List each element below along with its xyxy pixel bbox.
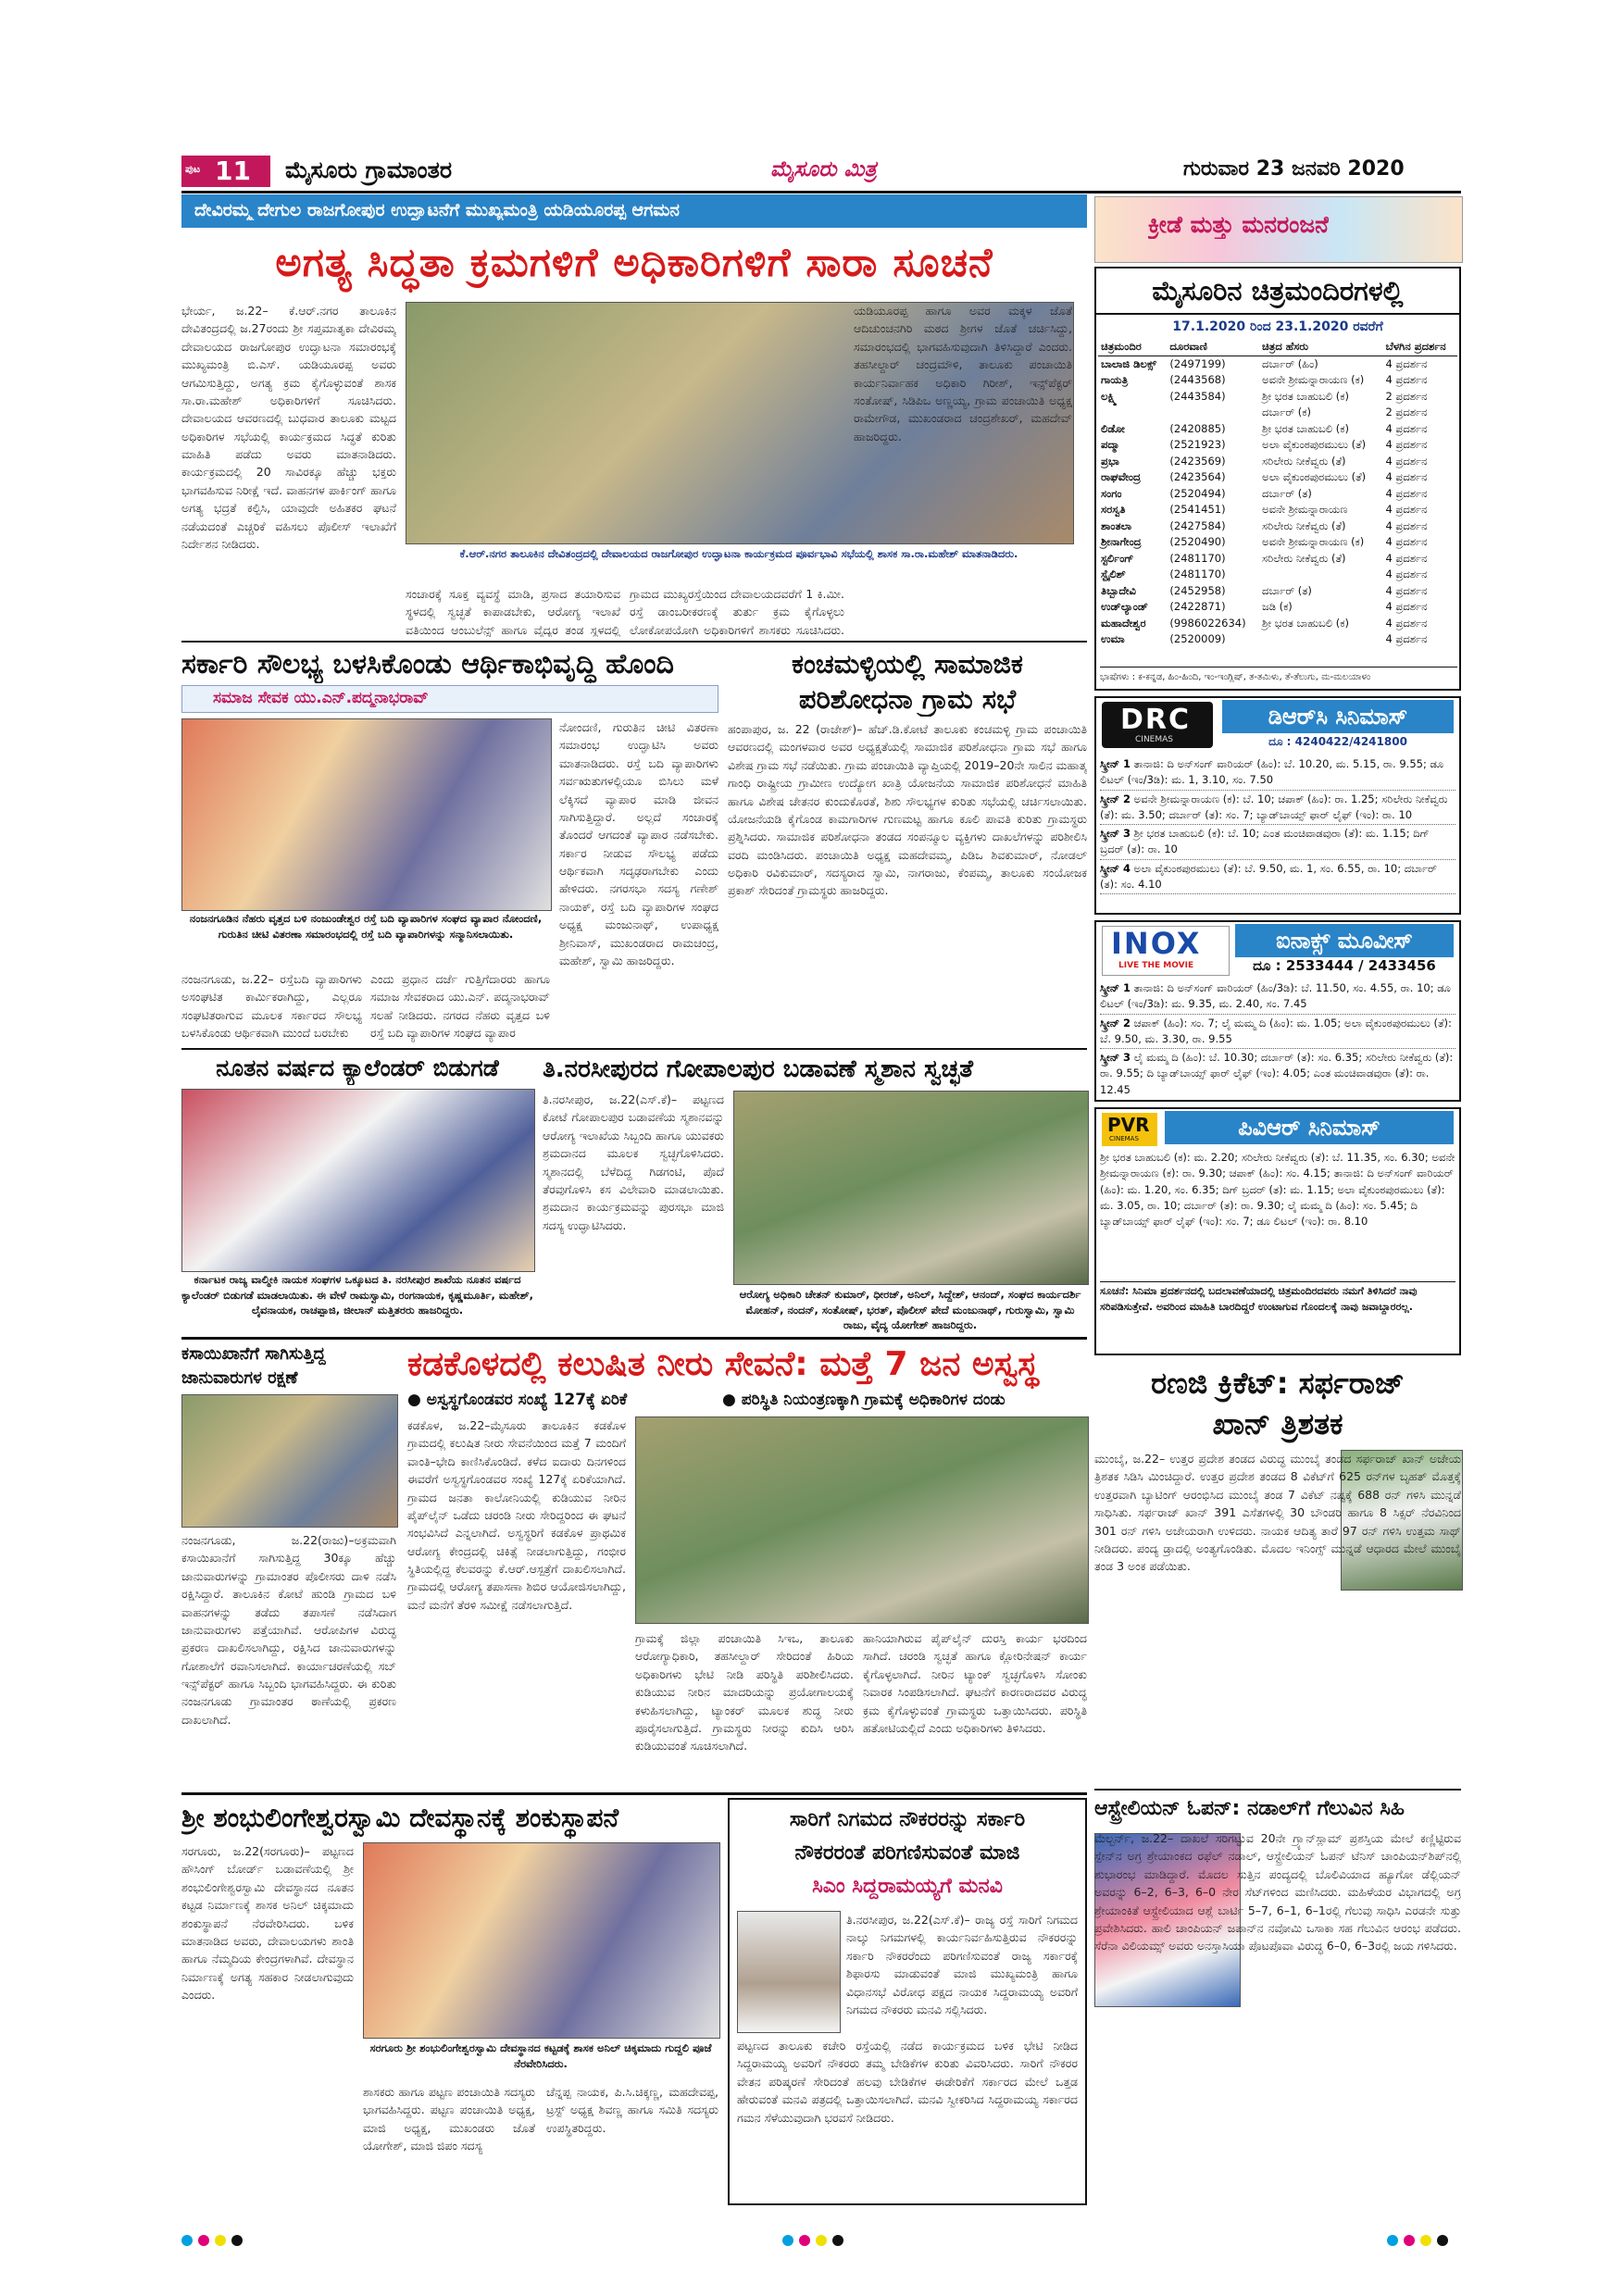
drc-screen-label: ಸ್ಕ್ರೀನ್ 1 (1100, 757, 1131, 770)
cinema-cell: ಮಹಾದೇಶ್ವರ (1101, 616, 1146, 630)
cinema-cell (1259, 631, 1382, 648)
cinema-cell: ಸರಿಲೇರು ನೀಕೆವ್ವರು (ತೆ) (1262, 454, 1346, 468)
story7-sub-2: ● ಪರಿಸ್ಥಿತಿ ನಿಯಂತ್ರಣಕ್ಕಾಗಿ ಗ್ರಾಮಕ್ಕೆ ಅಧಿಕಾರಿಗಳ ದಂಡು (722, 1391, 1006, 1409)
cinema-cell: ಸ್ಟೈಲಿಶ್ (1101, 568, 1126, 581)
inox-screen-row (1100, 980, 1455, 1015)
cinema-cell: 4 ಪ್ರದರ್ಶನ (1385, 421, 1428, 435)
strap-text: ದೇವಿರಮ್ಮ ದೇಗುಲ ರಾಜಗೋಪುರ ಉದ್ಘಾಟನೆಗೆ ಮುಖ್ಯಮಂತ್ರಿ ಯಡಿಯೂರಪ್ಪ ಆಗಮನ (194, 200, 680, 220)
lead-col-4: ಯಡಿಯೂರಪ್ಪ ಹಾಗೂ ಅವರ ಮಕ್ಕಳ ಜೊತೆ ಆದಿಚುಂಚನಗಿರಿ ಮಠದ ಶ್ರೀಗಳ ಜೊತೆ ಚರ್ಚಿಸಿದ್ದು, ಸಮಾರಂಭದಲ್ಲಿ ಭಾಗವಹಿಸುವುದಾಗಿ ತಿಳಿಸಿದ್ದಾರೆ ಎಂದರು. ತಹಸೀಲ್ದಾರ್ ಚಂದ್ರಮೌಳಿ, ತಾಲೂಕು ಪಂಚಾಯಿತಿ ಕಾರ್ಯನಿರ್ವಾಹಕ ಅಧಿಕಾರಿ ಗಿರೀಶ್, ಇನ್ಸ್‌ಪೆಕ್ಟರ್ ಸಂತೋಷ್, ಸಿಡಿಪಿಒ ಅಣ್ಣಯ್ಯ, ಗ್ರಾಮ ಪಂಚಾಯಿತಿ ಅಧ್ಯಕ್ಷ ರಾಮೇಗೌಡ, ಮುಖಂಡರಾದ ಚಂದ್ರಶೇಖರ್, ಮಹದೇವ್ ಹಾಜರಿದ್ದರು. (854, 304, 1072, 443)
cinema-row (1098, 599, 1457, 616)
story8-col-2: ಶಾಸಕರು ಹಾಗೂ ಪಟ್ಟಣ ಪಂಚಾಯಿತಿ ಸದಸ್ಯರು ಭಾಗವಹಿಸಿದ್ದರು. ಪಟ್ಟಣ ಪಂಚಾಯಿತಿ ಅಧ್ಯಕ್ಷ, ಮಾಜಿ ಅಧ್ಯಕ್ಷ, ಮುಖಂಡರು ಜೊತೆ ಯೋಗೇಶ್, ಮಾಜಿ ಜಿಪಂ ಸದಸ್ಯ (363, 2085, 535, 2153)
cinema-row (1098, 616, 1457, 632)
pvr-logo-text: PVR (1107, 1114, 1150, 1136)
masthead: ಮೈಸೂರು ಮಿತ್ರ (770, 157, 877, 181)
drc-phone: ದೂ : 4240422/4241800 (1268, 735, 1407, 748)
inox-screen-label: ಸ್ಕ್ರೀನ್ 2 (1100, 1016, 1131, 1029)
cinema-row (1098, 486, 1457, 503)
cinema-cell: (2481170) (1169, 568, 1226, 581)
drc-logo-text: DRC (1120, 704, 1192, 736)
drc-logo-sub: CINEMAS (1135, 735, 1173, 744)
cinema-cell: (2420885) (1169, 421, 1226, 435)
story7-col-1: ಕಡಕೊಳ, ಜ.22–ಮೈಸೂರು ತಾಲೂಕಿನ ಕಡಕೊಳ ಗ್ರಾಮದಲ್ಲಿ ಕಲುಷಿತ ನೀರು ಸೇವನೆಯಿಂದ ಮತ್ತೆ 7 ಮಂದಿಗೆ ವಾಂತಿ–ಭೇದಿ ಕಾಣಿಸಿಕೊಂಡಿದೆ. ಕಳೆದ ಐದಾರು ದಿನಗಳಿಂದ ಈವರೆಗೆ ಅಸ್ವಸ್ಥಗೊಂಡವರ ಸಂಖ್ಯೆ 127ಕ್ಕೆ ಏರಿಕೆಯಾಗಿದೆ. ಗ್ರಾಮದ ಜನತಾ ಕಾಲೋನಿಯಲ್ಲಿ ಕುಡಿಯುವ ನೀರಿನ ಪೈಪ್‌ಲೈನ್ ಒಡೆದು ಚರಂಡಿ ನೀರು ಸೇರಿದ್ದರಿಂದ ಈ ಘಟನೆ ಸಂಭವಿಸಿದೆ ಎನ್ನಲಾಗಿದೆ. ಅಸ್ವಸ್ಥರಿಗೆ ಕಡಕೊಳ ಪ್ರಾಥಮಿಕ ಆರೋಗ್ಯ ಕೇಂದ್ರದಲ್ಲಿ ಚಿಕಿತ್ಸೆ ನೀಡಲಾಗುತ್ತಿದ್ದು, ಗಂಭೀರ ಸ್ಥಿತಿಯಲ್ಲಿದ್ದ ಕೆಲವರನ್ನು ಕೆ.ಆರ್.ಆಸ್ಪತ್ರೆಗೆ ದಾಖಲಿಸಲಾಗಿದೆ. ಗ್ರಾಮದಲ್ಲಿ ಆರೋಗ್ಯ ತಪಾಸಣಾ ಶಿಬಿರ ಆಯೋಜಿಸಲಾಗಿದ್ದು, ಮನೆ ಮನೆಗೆ ತೆರಳಿ ಸಮೀಕ್ಷೆ ನಡೆಸಲಾಗುತ್ತಿದೆ. (407, 1418, 626, 1612)
cinema-row (1098, 437, 1457, 454)
cinema-header-cell: ಚಿತ್ರಮಂದಿರ (1101, 340, 1142, 353)
page-header (181, 152, 1461, 191)
story7-headline: ಕಡಕೊಳದಲ್ಲಿ ಕಲುಷಿತ ನೀರು ಸೇವನೆ: ಮತ್ತೆ 7 ಜನ ಅಸ್ವಸ್ಥ (407, 1345, 1039, 1383)
cinema-cell: (2427584) (1169, 518, 1226, 532)
cinema-cell: 4 ಪ್ರದರ್ಶನ (1385, 600, 1428, 614)
cinema-cell: 4 ಪ್ರದರ್ಶನ (1385, 454, 1428, 468)
drc-screen-text: ತಾನಾಜಿ: ದಿ ಅನ್‌ಸಂಗ್ ವಾರಿಯರ್ (ಹಿಂ): ಬೆ. 10.20, ಮ. 5.15, ರಾ. 9.55; ಡೂ ಲಿಟಲ್ (ಇಂ/3ಡಿ): ಮ. 1, 3.10, ಸಂ. 7.50 (1100, 757, 1444, 787)
story7-col-3: ಹಾನಿಯಾಗಿರುವ ಪೈಪ್‌ಲೈನ್ ದುರಸ್ತಿ ಕಾರ್ಯ ಭರದಿಂದ ಸಾಗಿದೆ. ಚರಂಡಿ ಸ್ವಚ್ಛತೆ ಹಾಗೂ ಕ್ಲೋರಿನೇಷನ್ ಕಾರ್ಯ ಕೈಗೊಳ್ಳಲಾಗಿದೆ. ನೀರಿನ ಟ್ಯಾಂಕ್ ಸ್ವಚ್ಛಗೊಳಿಸಿ ಸೋಂಕು ನಿವಾರಕ ಸಿಂಪಡಿಸಲಾಗಿದೆ. ಘಟನೆಗೆ ಕಾರಣರಾದವರ ವಿರುದ್ಧ ಕ್ರಮ ಕೈಗೊಳ್ಳುವಂತೆ ಗ್ರಾಮಸ್ಥರು ಒತ್ತಾಯಿಸಿದರು. ಪರಿಸ್ಥಿತಿ ಹತೋಟಿಯಲ್ಲಿದೆ ಎಂದು ಅಧಿಕಾರಿಗಳು ತಿಳಿಸಿದರು. (863, 1631, 1087, 1735)
cinema-title: ಮೈಸೂರಿನ ಚಿತ್ರಮಂದಿರಗಳಲ್ಲಿ (1152, 275, 1404, 306)
inox-screen-label: ಸ್ಕ್ರೀನ್ 1 (1100, 981, 1131, 994)
story5-headline: ತಿ.ನರಸೀಪುರದ ಗೋಪಾಲಪುರ ಬಡಾವಣೆ ಸ್ಮಶಾನ ಸ್ವಚ್ಛತೆ (543, 1055, 974, 1083)
drc-screen-row (1100, 791, 1455, 826)
cinema-cell: 4 ಪ್ರದರ್ಶನ (1385, 373, 1428, 387)
inox-screen-text: ಲೈ ಮಮ್ಮ ದಿ (ಹಿಂ): ಬೆ. 10.30; ದರ್ಬಾರ್ (ತ): ಸಂ. 6.35; ಸರಿಲೇರು ನೀಕೆವ್ವರು (ತೆ): ರಾ. 9.55; ದಿ ಬ್ಯಾಡ್‌ಬಾಯ್ಸ್ ಫಾರ್ ಲೈಫ್ (ಇಂ): 4.05; ಎಂತ ಮಂಚಿವಾಡವುರಾ (ತೆ): ರಾ. 12.45 (1100, 1051, 1454, 1096)
drc-screen-row (1100, 825, 1455, 860)
story6-headline-2: ಜಾನುವಾರುಗಳ ರಕ್ಷಣೆ (181, 1368, 298, 1388)
cinema-cell: 4 ಪ್ರದರ್ಶನ (1385, 356, 1428, 370)
cinema-row (1098, 372, 1457, 389)
cinema-row (1098, 454, 1457, 470)
cinema-row (1098, 518, 1457, 535)
pvr-logo-sub: CINEMAS (1109, 1135, 1139, 1142)
cinema-cell: ಸ್ಟರ್ಲಿಂಗ್ (1101, 551, 1134, 565)
lead-bottom-rule (181, 641, 1087, 643)
story6-headline-1: ಕಸಾಯಿಖಾನೆಗೆ ಸಾಗಿಸುತ್ತಿದ್ದ (181, 1344, 326, 1364)
inox-title: ಐನಾಕ್ಸ್ ಮೂವೀಸ್ (1235, 924, 1454, 957)
cinema-cell: (2443584) (1169, 389, 1226, 403)
story5-body: ತಿ.ನರಸೀಪುರ, ಜ.22(ಎಸ್.ಕೆ)– ಪಟ್ಟಣದ ಕೋಟೆ ಗೋಪಾಲಪುರ ಬಡಾವಣೆಯ ಸ್ಮಶಾನವನ್ನು ಆರೋಗ್ಯ ಇಲಾಖೆಯ ಸಿಬ್ಬಂದಿ ಹಾಗೂ ಯುವಕರು ಶ್ರಮದಾನದ ಮೂಲಕ ಸ್ವಚ್ಛಗೊಳಿಸಿದರು. ಸ್ಮಶಾನದಲ್ಲಿ ಬೆಳೆದಿದ್ದ ಗಿಡಗಂಟಿ, ಪೊದೆ ತೆರವುಗೊಳಿಸಿ ಕಸ ವಿಲೇವಾರಿ ಮಾಡಲಾಯಿತು. ಶ್ರಮದಾನ ಕಾರ್ಯಕ್ರಮವನ್ನು ಪುರಸಭಾ ಮಾಜಿ ಸದಸ್ಯ ಉದ್ಘಾಟಿಸಿದರು. (543, 1092, 724, 1232)
registration-mark (816, 2235, 827, 2246)
inox-screens (1100, 980, 1455, 1098)
story9-headline-1: ಸಾರಿಗೆ ನಿಗಮದ ನೌಕರರನ್ನು ಸರ್ಕಾರಿ (789, 1808, 1026, 1831)
cinema-cell: ಅಲಾ ವೈಕುಂಠಪುರಮುಲು (ತೆ) (1262, 470, 1367, 484)
story2-photo (181, 718, 552, 911)
story8-caption: ಸರಗೂರು ಶ್ರೀ ಶಂಭುಲಿಂಗೇಶ್ವರಸ್ವಾಮಿ ದೇವಸ್ಥಾನದ ಕಟ್ಟಡಕ್ಕೆ ಶಾಸಕ ಅನಿಲ್ ಚಿಕ್ಕಮಾದು ಗುದ್ದಲಿ ಪೂಜೆ ನೆರವೇರಿಸಿದರು. (369, 2041, 712, 2070)
lead-col-1: ಭೇರ್ಯ, ಜ.22– ಕೆ.ಆರ್.ನಗರ ತಾಲೂಕಿನ ದೇವಿತಂದ್ರದಲ್ಲಿ ಜ.27ರಂದು ಶ್ರೀ ಸಪ್ತಮಾತೃಕಾ ದೇವಿರಮ್ಮ ದೇವಾಲಯದ ರಾಜಗೋಪುರ ಉದ್ಘಾಟನಾ ಸಮಾರಂಭಕ್ಕೆ ಮುಖ್ಯಮಂತ್ರಿ ಬಿ.ಎಸ್. ಯಡಿಯೂರಪ್ಪ ಅವರು ಆಗಮಿಸುತ್ತಿದ್ದು, ಅಗತ್ಯ ಕ್ರಮ ಕೈಗೊಳ್ಳುವಂತೆ ಶಾಸಕ ಸಾ.ರಾ.ಮಹೇಶ್ ಅಧಿಕಾರಿಗಳಿಗೆ ಸೂಚಿಸಿದರು. ದೇವಾಲಯದ ಆವರಣದಲ್ಲಿ ಬುಧವಾರ ತಾಲೂಕು ಮಟ್ಟದ ಅಧಿಕಾರಿಗಳ ಸಭೆಯಲ್ಲಿ ಕಾರ್ಯಕ್ರಮದ ಸಿದ್ಧತೆ ಕುರಿತು ಮಾಹಿತಿ ಪಡೆದು ಅವರು ಮಾತನಾಡಿದರು. ಕಾರ್ಯಕ್ರಮದಲ್ಲಿ 20 ಸಾವಿರಕ್ಕೂ ಹೆಚ್ಚು ಭಕ್ತರು ಭಾಗವಹಿಸುವ ನಿರೀಕ್ಷೆ ಇದೆ. ವಾಹನಗಳ ಪಾರ್ಕಿಂಗ್ ಹಾಗೂ ಅಗತ್ಯ ಭದ್ರತೆ ಕಲ್ಪಿಸಿ, ಯಾವುದೇ ಅಹಿತಕರ ಘಟನೆ ನಡೆಯದಂತೆ ಎಚ್ಚರಿಕೆ ವಹಿಸಲು ಪೊಲೀಸ್ ಇಲಾಖೆಗೆ ನಿರ್ದೇಶನ ನೀಡಿದರು. (181, 304, 396, 551)
cinema-table-wrap (1098, 339, 1457, 663)
cinema-cell: 2 ಪ್ರದರ್ಶನ (1385, 389, 1428, 403)
story7-sub-1: ● ಅಸ್ವಸ್ಥಗೊಂಡವರ ಸಂಖ್ಯೆ 127ಕ್ಕೆ ಏರಿಕೆ (407, 1391, 628, 1409)
cinema-row (1098, 421, 1457, 438)
registration-mark (231, 2235, 243, 2246)
cinema-cell: ಸರಸ್ವತಿ (1101, 503, 1126, 517)
cinema-row (1098, 534, 1457, 551)
banner-headline: ಅಗತ್ಯ ಸಿದ್ಧತಾ ಕ್ರಮಗಳಿಗೆ ಅಧಿಕಾರಿಗಳಿಗೆ ಸಾರಾ ಸೂಚನೆ (275, 240, 993, 286)
section-title: ಮೈಸೂರು ಗ್ರಾಮಾಂತರ (285, 156, 453, 183)
cinema-cell: ಶ್ರೀನಾಗೇಂದ್ರ (1101, 535, 1142, 549)
pvr-title: ಪಿವಿಆರ್ ಸಿನಿಮಾಸ್ (1165, 1111, 1454, 1144)
story4-headline-1: ಕಂಚಮಳ್ಳಿಯಲ್ಲಿ ಸಾಮಾಜಿಕ (792, 648, 1023, 680)
cinema-row (1098, 356, 1457, 372)
cinema-cell: ಪ್ರಭಾ (1101, 454, 1119, 468)
drc-screen-text: ಅವನೇ ಶ್ರೀಮನ್ನಾರಾಯಣ (ಕ): ಬೆ. 10; ಚಪಾಕ್ (ಹಿಂ): ರಾ. 1.25; ಸರಿಲೇರು ನೀಕೆವ್ವರು (ತೆ): ಮ. 3.50; ದರ್ಬಾರ್ (ತ): ಸಂ. 7; ಬ್ಯಾಡ್‌ಬಾಯ್ಸ್ ಫಾರ್ ಲೈಫ್ (ಇಂ): ರಾ. 10 (1100, 792, 1448, 821)
page-number: 11 (215, 156, 251, 186)
cinema-cell: 2 ಪ್ರದರ್ಶನ (1385, 406, 1428, 419)
drc-screen-row (1100, 860, 1455, 895)
cinema-cell (1167, 405, 1259, 421)
drc-screen-label: ಸ್ಕ್ರೀನ್ 4 (1100, 861, 1131, 875)
cinema-header-cell: ಬೆಳಗಿನ ಪ್ರದರ್ಶನ (1385, 340, 1446, 353)
story7-bottom-rule (181, 1792, 1087, 1795)
story2-col-2: ಎಂದು ಪ್ರಧಾನ ದರ್ಜೆ ಗುತ್ತಿಗೆದಾರರು ಹಾಗೂ ಸಮಾಜ ಸೇವಕರಾದ ಯು.ಎನ್. ಪದ್ಮನಾಭರಾವ್ ಸಲಹೆ ನೀಡಿದರು. ನಗರದ ನೆಹರು ವೃತ್ತದ ಬಳಿ ರಸ್ತೆ ಬದಿ ವ್ಯಾಪಾರಿಗಳ ಸಂಘದ ವ್ಯಾಪಾರ (370, 972, 550, 1041)
open-body: ಮೆಲ್ಬರ್ನ್, ಜ.22– ದಾಖಲೆ ಸರಿಗಟ್ಟುವ 20ನೇ ಗ್ರ್ಯಾನ್‌ಸ್ಲಾಮ್ ಪ್ರಶಸ್ತಿಯ ಮೇಲೆ ಕಣ್ಣಿಟ್ಟಿರುವ ಸ್ಪೇನ್‌ನ ಅಗ್ರ ಶ್ರೇಯಾಂಕದ ರಫೆಲ್ ನಡಾಲ್, ಆಸ್ಟ್ರೇಲಿಯನ್ ಓಪನ್ ಟೆನಿಸ್ ಚಾಂಪಿಯನ್‌ಶಿಪ್‌ನಲ್ಲಿ ಶುಭಾರಂಭ ಮಾಡಿದ್ದಾರೆ. ಮೊದಲ ಸುತ್ತಿನ ಪಂದ್ಯದಲ್ಲಿ ಬೊಲಿವಿಯಾದ ಹ್ಯೂಗೋ ಡೆಲ್ಲಿಯನ್ ಅವರನ್ನು 6–2, 6–3, 6–0 ನೇರ ಸೆಟ್‌ಗಳಿಂದ ಮಣಿಸಿದರು. ಮಹಿಳೆಯರ ವಿಭಾಗದಲ್ಲಿ ಅಗ್ರ ಶ್ರೇಯಾಂಕಿತೆ ಆಸ್ಟ್ರೇಲಿಯಾದ ಆಶ್ಲೆ ಬಾರ್ಟಿ 5–7, 6–1, 6–1ರಲ್ಲಿ ಗೆಲುವು ಸಾಧಿಸಿ ಎರಡನೇ ಸುತ್ತು ಪ್ರವೇಶಿಸಿದರು. ಹಾಲಿ ಚಾಂಪಿಯನ್ ಜಪಾನ್‌ನ ನವೋಮಿ ಒಸಾಕಾ ಸಹ ಗೆಲುವಿನ ಆರಂಭ ಪಡೆದರು. ಸೆರೆನಾ ವಿಲಿಯಮ್ಸ್ ಅವರು ಅನಸ್ತಾಸಿಯಾ ಪೊಟಪೊವಾ ವಿರುದ್ಧ 6–0, 6–3ರಲ್ಲಿ ಜಯ ಗಳಿಸಿದರು. (1094, 1831, 1461, 1953)
cinema-row (1098, 551, 1457, 568)
cinema-cell: ಉಮಾ (1101, 632, 1125, 646)
registration-mark (1420, 2235, 1431, 2246)
cinema-cell: (2422871) (1169, 600, 1226, 614)
cinema-range: 17.1.2020 ರಿಂದ 23.1.2020 ರವರೆಗೆ (1172, 319, 1383, 334)
cinema-cell: ಅವನೇ ಶ್ರೀಮನ್ನಾರಾಯಣ (1262, 503, 1348, 517)
pvr-text: ಶ್ರೀ ಭರತ ಬಾಹುಬಲಿ (ಕ): ಮ. 2.20; ಸರಿಲೇರು ನೀಕೆವ್ವರು (ತೆ): ಬೆ. 11.35, ಸಂ. 6.30; ಅವನೇ ಶ್ರೀಮನ್ನಾರಾಯಣ (ಕ): ರಾ. 9.30; ಚಪಾಕ್ (ಹಿಂ): ಸಂ. 4.15; ತಾನಾಜಿ: ದಿ ಅನ್‌ಸಂಗ್ ವಾರಿಯರ್ (ಹಿಂ): ಮ. 1.20, ಸಂ. 6.35; ದಿಗ್ ಬ್ರದರ್ (ತ): ಮ. 1.15; ಅಲಾ ವೈಕುಂಠಪುರಮುಲು (ತೆ): ಮ. 3.05, ರಾ. 10; ದರ್ಬಾರ್ (ತ): ರಾ. 9.30; ಲೈ ಮಮ್ಮ ದಿ (ಹಿಂ): ಸಂ. 5.45; ದಿ ಬ್ಯಾಡ್‌ಬಾಯ್ಸ್ ಫಾರ್ ಲೈಫ್ (ಇಂ): ಸಂ. 7; ಡೂ ಲಿಟಲ್ (ಇಂ): ರಾ. 8.10 (1100, 1151, 1455, 1228)
drc-screen-text: ಅಲಾ ವೈಕುಂಠಪುರಮುಲು (ತೆ): ಬೆ. 9.50, ಮ. 1, ಸಂ. 6.55, ರಾ. 10; ದರ್ಬಾರ್ (ತ): ಸಂ. 4.10 (1100, 861, 1437, 891)
inox-screen-text: ಚಪಾಕ್ (ಹಿಂ): ಸಂ. 7; ಲೈ ಮಮ್ಮ ದಿ (ಹಿಂ): ಮ. 1.05; ಅಲಾ ವೈಕುಂಠಪುರಮುಲು (ತೆ): ಬೆ. 9.50, ಮ. 3.30, ರಾ. 9.55 (1100, 1016, 1452, 1045)
story8-col-1: ಸರಗೂರು, ಜ.22(ಸರಗೂರು)– ಪಟ್ಟಣದ ಹೌಸಿಂಗ್ ಬೋರ್ಡ್ ಬಡಾವಣೆಯಲ್ಲಿ ಶ್ರೀ ಶಂಭುಲಿಂಗೇಶ್ವರಸ್ವಾಮಿ ದೇವಸ್ಥಾನದ ನೂತನ ಕಟ್ಟಡ ನಿರ್ಮಾಣಕ್ಕೆ ಶಾಸಕ ಅನಿಲ್ ಚಿಕ್ಕಮಾದು ಶಂಕುಸ್ಥಾಪನೆ ನೆರವೇರಿಸಿದರು. ಬಳಿಕ ಮಾತನಾಡಿದ ಅವರು, ದೇವಾಲಯಗಳು ಶಾಂತಿ ಹಾಗೂ ನೆಮ್ಮದಿಯ ಕೇಂದ್ರಗಳಾಗಿವೆ. ದೇವಸ್ಥಾನ ನಿರ್ಮಾಣಕ್ಕೆ ಅಗತ್ಯ ಸಹಕಾರ ನೀಡಲಾಗುವುದು ಎಂದರು. (181, 1844, 354, 2002)
story9-col-2: ಪಟ್ಟಣದ ತಾಲೂಕು ಕಚೇರಿ ರಸ್ತೆಯಲ್ಲಿ ನಡೆದ ಕಾರ್ಯಕ್ರಮದ ಬಳಿಕ ಭೇಟಿ ನೀಡಿದ ಸಿದ್ದರಾಮಯ್ಯ ಅವರಿಗೆ ನೌಕರರು ತಮ್ಮ ಬೇಡಿಕೆಗಳ ಕುರಿತು ವಿವರಿಸಿದರು. ಸಾರಿಗೆ ನೌಕರರ ವೇತನ ಪರಿಷ್ಕರಣೆ ಸೇರಿದಂತೆ ಹಲವು ಬೇಡಿಕೆಗಳ ಈಡೇರಿಕೆಗೆ ಸರ್ಕಾರದ ಮೇಲೆ ಒತ್ತಡ ಹೇರುವಂತೆ ಮನವಿ ಪತ್ರದಲ್ಲಿ ಒತ್ತಾಯಿಸಲಾಗಿದೆ. ಮನವಿ ಸ್ವೀಕರಿಸಿದ ಸಿದ್ದರಾಮಯ್ಯ ಸರ್ಕಾರದ ಗಮನ ಸೆಳೆಯುವುದಾಗಿ ಭರವಸೆ ನೀಡಿದರು. (737, 2039, 1078, 2125)
header-rule (181, 191, 1461, 193)
cinema-cell: ಉಡ್‌ಲ್ಯಾಂಡ್ (1101, 600, 1148, 614)
ranji-body: ಮುಂಬೈ, ಜ.22– ಉತ್ತರ ಪ್ರದೇಶ ತಂಡದ ವಿರುದ್ಧ ಮುಂಬೈ ತಂಡದ ಸರ್ಫರಾಜ್ ಖಾನ್ ಅಜೇಯ ತ್ರಿಶತಕ ಸಿಡಿಸಿ ಮಿಂಚಿದ್ದಾರೆ. ಉತ್ತರ ಪ್ರದೇಶ ತಂಡದ 8 ವಿಕೆಟ್‌ಗೆ 625 ರನ್‌ಗಳ ಬೃಹತ್ ಮೊತ್ತಕ್ಕೆ ಉತ್ತರವಾಗಿ ಬ್ಯಾಟಿಂಗ್ ಆರಂಭಿಸಿದ ಮುಂಬೈ ತಂಡ 7 ವಿಕೆಟ್ ನಷ್ಟಕ್ಕೆ 688 ರನ್ ಗಳಿಸಿ ಮುನ್ನಡೆ ಸಾಧಿಸಿತು. ಸರ್ಫರಾಜ್ ಖಾನ್ 391 ಎಸೆತಗಳಲ್ಲಿ 30 ಬೌಂಡರಿ ಹಾಗೂ 8 ಸಿಕ್ಸರ್ ನೆರವಿನಿಂದ 301 ರನ್ ಗಳಿಸಿ ಅಜೇಯರಾಗಿ ಉಳಿದರು. ನಾಯಕ ಆದಿತ್ಯ ತಾರೆ 97 ರನ್ ಗಳಿಸಿ ಉತ್ತಮ ಸಾಥ್ ನೀಡಿದರು. ಪಂದ್ಯ ಡ್ರಾದಲ್ಲಿ ಅಂತ್ಯಗೊಂಡಿತು. ಮೊದಲ ಇನಿಂಗ್ಸ್ ಮುನ್ನಡೆ ಆಧಾರದ ಮೇಲೆ ಮುಂಬೈ ತಂಡ 3 ಅಂಕ ಪಡೆಯಿತು. (1094, 1452, 1461, 1574)
inox-screen-text: ತಾನಾಜಿ: ದಿ ಅನ್‌ಸಂಗ್ ವಾರಿಯರ್ (ಹಿಂ/3ಡಿ): ಬೆ. 11.50, ಸಂ. 4.55, ರಾ. 10; ಡೂ ಲಿಟಲ್ (ಇಂ/3ಡಿ): ಮ. 9.35, ಮ. 2.40, ಸಂ. 7.45 (1100, 981, 1451, 1011)
ranji-bottom-rule (1094, 1789, 1461, 1791)
inox-logo-sub: LIVE THE MOVIE (1118, 961, 1194, 970)
story6-body: ನಂಜನಗೂಡು, ಜ.22(ರಾಜು)–ಅಕ್ರಮವಾಗಿ ಕಸಾಯಿಖಾನೆಗೆ ಸಾಗಿಸುತ್ತಿದ್ದ 30ಕ್ಕೂ ಹೆಚ್ಚು ಜಾನುವಾರುಗಳನ್ನು ಗ್ರಾಮಾಂತರ ಪೊಲೀಸರು ದಾಳಿ ನಡೆಸಿ ರಕ್ಷಿಸಿದ್ದಾರೆ. ತಾಲೂಕಿನ ಕೋಟೆ ಹುಂಡಿ ಗ್ರಾಮದ ಬಳಿ ವಾಹನಗಳನ್ನು ತಡೆದು ತಪಾಸಣೆ ನಡೆಸಿದಾಗ ಜಾನುವಾರುಗಳು ಪತ್ತೆಯಾಗಿವೆ. ಆರೋಪಿಗಳ ವಿರುದ್ಧ ಪ್ರಕರಣ ದಾಖಲಿಸಲಾಗಿದ್ದು, ರಕ್ಷಿಸಿದ ಜಾನುವಾರುಗಳನ್ನು ಗೋಶಾಲೆಗೆ ರವಾನಿಸಲಾಗಿದೆ. ಕಾರ್ಯಾಚರಣೆಯಲ್ಲಿ ಸಬ್ ಇನ್ಸ್‌ಪೆಕ್ಟರ್ ಹಾಗೂ ಸಿಬ್ಬಂದಿ ಭಾಗವಹಿಸಿದ್ದರು. ಈ ಕುರಿತು ನಂಜನಗೂಡು ಗ್ರಾಮಾಂತರ ಠಾಣೆಯಲ್ಲಿ ಪ್ರಕರಣ ದಾಖಲಾಗಿದೆ. (181, 1533, 396, 1727)
story4-headline-2: ಪರಿಶೋಧನಾ ಗ್ರಾಮ ಸಭೆ (798, 683, 1017, 715)
cinema-cell: (2520009) (1169, 632, 1226, 646)
cinema-cell: 4 ಪ್ರದರ್ಶನ (1385, 632, 1428, 646)
cinema-cell: 4 ಪ್ರದರ್ಶನ (1385, 503, 1428, 517)
cinema-row (1098, 567, 1457, 583)
cinema-cell: ದರ್ಬಾರ್ (ತ) (1262, 486, 1312, 500)
cinema-cell: ಗಾಯತ್ರಿ (1101, 373, 1129, 387)
page-label: ಪುಟ (185, 163, 201, 175)
cinema-table-header (1098, 339, 1457, 356)
cinema-cell: ದರ್ಬಾರ್ (ತ) (1262, 583, 1312, 597)
cinema-cell: ಅವನೇ ಶ್ರೀಮನ್ನಾರಾಯಣ (ಕ) (1262, 373, 1365, 387)
story4-bottom-rule (543, 1048, 1087, 1050)
cinema-cell: (2497199) (1169, 356, 1226, 370)
cinema-cell: ಜಡಿ (ಕ) (1262, 600, 1293, 614)
inox-logo-text: INOX (1111, 926, 1202, 961)
cinema-cell (1259, 567, 1382, 583)
cinema-cell: (2423564) (1169, 470, 1226, 484)
story2-col-3: ನೋಂದಣಿ, ಗುರುತಿನ ಚೀಟಿ ವಿತರಣಾ ಸಮಾರಂಭ ಉದ್ಘಾಟಿಸಿ ಅವರು ಮಾತನಾಡಿದರು. ರಸ್ತೆ ಬದಿ ವ್ಯಾಪಾರಿಗಳು ಸರ್ವಋತುಗಳಲ್ಲಿಯೂ ಬಿಸಿಲು ಮಳೆ ಲೆಕ್ಕಿಸದೆ ವ್ಯಾಪಾರ ಮಾಡಿ ಜೀವನ ಸಾಗಿಸುತ್ತಿದ್ದಾರೆ. ಅಲ್ಲದೆ ಸಂಚಾರಕ್ಕೆ ತೊಂದರೆ ಆಗದಂತೆ ವ್ಯಾಪಾರ ನಡೆಸಬೇಕು. ಸರ್ಕಾರ ನೀಡುವ ಸೌಲಭ್ಯ ಪಡೆದು ಆರ್ಥಿಕವಾಗಿ ಸದೃಢರಾಗಬೇಕು ಎಂದು ಹೇಳಿದರು. ನಗರಸಭಾ ಸದಸ್ಯ ಗಣೇಶ್ ನಾಯಕ್, ರಸ್ತೆ ಬದಿ ವ್ಯಾಪಾರಿಗಳ ಸಂಘದ ಅಧ್ಯಕ್ಷ ಮಂಜುನಾಥ್, ಉಪಾಧ್ಯಕ್ಷ ಶ್ರೀನಿವಾಸ್, ಮುಖಂಡರಾದ ರಾಮಚಂದ್ರ, ಮಹೇಶ್, ಸ್ವಾಮಿ ಹಾಜರಿದ್ದರು. (559, 720, 718, 967)
cinema-cell (1098, 405, 1167, 421)
cinema-cell: (2452958) (1169, 583, 1226, 597)
cinema-cell: ಅವನೇ ಶ್ರೀಮನ್ನಾರಾಯಣ (ಕ) (1262, 535, 1365, 549)
lead-col-2: ಸಂಚಾರಕ್ಕೆ ಸೂಕ್ತ ವ್ಯವಸ್ಥೆ ಮಾಡಿ, ಪ್ರಸಾದ ತಯಾರಿಸುವ ಸ್ಥಳದಲ್ಲಿ ಸ್ವಚ್ಛತೆ ಕಾಪಾಡಬೇಕು, ಆರೋಗ್ಯ ಇಲಾಖೆ ವತಿಯಿಂದ ಆಂಬುಲೆನ್ಸ್ ಹಾಗೂ ವೈದ್ಯರ ತಂಡ ಸ್ಥಳದಲ್ಲಿ (406, 587, 620, 637)
ranji-headline-2: ಖಾನ್ ತ್ರಿಶತಕ (1212, 1406, 1343, 1441)
cinema-cell: ಶಾಂತಲಾ (1101, 518, 1132, 532)
story9-portrait (737, 1911, 841, 2033)
story5-bottom-rule (181, 1337, 1087, 1340)
cinema-cell: (2423569) (1169, 454, 1226, 468)
cinema-table-body (1098, 356, 1457, 648)
cinema-row (1098, 631, 1457, 648)
cinema-cell: (9986022634) (1169, 616, 1246, 630)
cinema-cell: 4 ಪ್ರದರ್ಶನ (1385, 551, 1428, 565)
open-headline: ಆಸ್ಟ್ರೇಲಿಯನ್ ಓಪನ್: ನಡಾಲ್‌ಗೆ ಗೆಲುವಿನ ಸಿಹಿ (1094, 1797, 1405, 1820)
story8-col-3: ಚೆನ್ನಪ್ಪ ನಾಯಕ, ಪಿ.ಸಿ.ಚಿಕ್ಕಣ್ಣ, ಮಹದೇವಪ್ಪ, ಟ್ರಸ್ಟ್ ಅಧ್ಯಕ್ಷ ಶಿವಣ್ಣ ಹಾಗೂ ಸಮಿತಿ ಸದಸ್ಯರು ಉಪಸ್ಥಿತರಿದ್ದರು. (546, 2085, 718, 2135)
story6-photo (181, 1394, 398, 1528)
inox-phone: ದೂ : 2533444 / 2433456 (1253, 957, 1436, 974)
cinema-cell: ಸರಿಲೇರು ನೀಕೆವ್ವರು (ತೆ) (1262, 518, 1346, 532)
cinema-cell: ಲಿಡೋ (1101, 421, 1125, 435)
cinema-cell: 4 ಪ್ರದರ್ಶನ (1385, 486, 1428, 500)
issue-date: ಗುರುವಾರ 23 ಜನವರಿ 2020 (1183, 157, 1405, 181)
cinema-row (1098, 583, 1457, 600)
cinema-cell: 4 ಪ್ರದರ್ಶನ (1385, 470, 1428, 484)
lead-caption: ಕೆ.ಆರ್.ನಗರ ತಾಲೂಕಿನ ದೇವಿತಂದ್ರದಲ್ಲಿ ದೇವಾಲಯದ ರಾಜಗೋಪುರ ಉದ್ಘಾಟನಾ ಕಾರ್ಯಕ್ರಮದ ಪೂರ್ವಭಾವಿ ಸಭೆಯಲ್ಲಿ ಶಾಸಕ ಸಾ.ರಾ.ಮಹೇಶ್ ಮಾತನಾಡಿದರು. (459, 547, 1018, 560)
cinema-cell: ಶ್ರೀ ಭರತ ಬಾಹುಬಲಿ (ಕ) (1262, 421, 1349, 435)
cinema-cell: 4 ಪ್ರದರ್ಶನ (1385, 535, 1428, 549)
story4-body: ಹಂಪಾಪುರ, ಜ. 22 (ರಾಜೇಶ್)– ಹೆಚ್.ಡಿ.ಕೋಟೆ ತಾಲೂಕು ಕಂಚಮಳ್ಳಿ ಗ್ರಾಮ ಪಂಚಾಯಿತಿ ಆವರಣದಲ್ಲಿ ಮಂಗಳವಾರ ಅವರ ಅಧ್ಯಕ್ಷತೆಯಲ್ಲಿ ಸಾಮಾಜಿಕ ಪರಿಶೋಧನಾ ಗ್ರಾಮ ಸಭೆ ಹಾಗೂ ವಿಶೇಷ ಗ್ರಾಮ ಸಭೆ ನಡೆಯಿತು. ಗ್ರಾಮ ಪಂಚಾಯಿತಿ ವ್ಯಾಪ್ತಿಯಲ್ಲಿ 2019–20ನೇ ಸಾಲಿನ ಮಹಾತ್ಮ ಗಾಂಧಿ ರಾಷ್ಟ್ರೀಯ ಗ್ರಾಮೀಣ ಉದ್ಯೋಗ ಖಾತ್ರಿ ಯೋಜನೆಯ ಸಾಮಾಜಿಕ ಪರಿಶೋಧನೆ ಮಾಹಿತಿ ಹಾಗೂ ವಿಶೇಷ ಚೇತನರ ಕುಂದುಕೊರತೆ, ಶಿಶು ಸೌಲಭ್ಯಗಳ ಕುರಿತು ಸಭೆಯಲ್ಲಿ ಚರ್ಚಿಸಲಾಯಿತು. ಯೋಜನೆಯಡಿ ಕೈಗೊಂಡ ಕಾಮಗಾರಿಗಳ ಗುಣಮಟ್ಟ ಹಾಗೂ ಕೂಲಿ ಪಾವತಿ ಕುರಿತು ಗ್ರಾಮಸ್ಥರು ಪ್ರಶ್ನಿಸಿದರು. ಸಾಮಾಜಿಕ ಪರಿಶೋಧನಾ ತಂಡದ ಸಂಪನ್ಮೂಲ ವ್ಯಕ್ತಿಗಳು ದಾಖಲೆಗಳನ್ನು ಪರಿಶೀಲಿಸಿ ವರದಿ ಮಂಡಿಸಿದರು. ಪಂಚಾಯಿತಿ ಅಧ್ಯಕ್ಷ ಮಹದೇವಮ್ಮ, ಪಿಡಿಒ ಶಿವಕುಮಾರ್, ನೋಡಲ್ ಅಧಿಕಾರಿ ರವಿಕುಮಾರ್, ಸದಸ್ಯರಾದ ಸ್ವಾಮಿ, ನಾಗರಾಜು, ಕೆಂಪಮ್ಮ, ತಾಲೂಕು ಸಂಯೋಜಕ ಪ್ರಕಾಶ್ ಸೇರಿದಂತೆ ಗ್ರಾಮಸ್ಥರು ಹಾಜರಿದ್ದರು. (728, 722, 1087, 898)
registration-mark (1437, 2235, 1448, 2246)
cinema-cell: ಪದ್ಮಾ (1101, 438, 1120, 452)
story2-col-1: ನಂಜನಗೂಡು, ಜ.22– ರಸ್ತೆಬದಿ ವ್ಯಾಪಾರಿಗಳು ಅಸಂಘಟಿತ ಕಾರ್ಮಿಕರಾಗಿದ್ದು, ಎಲ್ಲರೂ ಸಂಘಟಿತರಾಗುವ ಮೂಲಕ ಸರ್ಕಾರದ ಸೌಲಭ್ಯ ಬಳಸಿಕೊಂಡು ಆರ್ಥಿಕವಾಗಿ ಮುಂದೆ ಬರಬೇಕು (181, 972, 362, 1041)
pvr-note: ಸೂಚನೆ: ಸಿನಿಮಾ ಪ್ರದರ್ಶನದಲ್ಲಿ ಬದಲಾವಣೆಯಾದಲ್ಲಿ ಚಿತ್ರಮಂದಿರದವರು ನಮಗೆ ತಿಳಿಸಿದರೆ ನಾವು ಸರಿಪಡಿಸುತ್ತೇವೆ. ಅವರಿಂದ ಮಾಹಿತಿ ಬಾರದಿದ್ದರೆ ಉಂಟಾಗುವ ಗೊಂದಲಕ್ಕೆ ನಾವು ಜವಾಬ್ದಾರರಲ್ಲ. (1100, 1281, 1455, 1352)
registration-mark (181, 2235, 193, 2246)
cinema-cell: (2521923) (1169, 438, 1226, 452)
story2-kicker: ಸಮಾಜ ಸೇವಕ ಯು.ಎನ್.ಪದ್ಮನಾಭರಾವ್ (213, 689, 429, 707)
story7-col-2: ಗ್ರಾಮಕ್ಕೆ ಜಿಲ್ಲಾ ಪಂಚಾಯಿತಿ ಸಿಇಒ, ತಾಲೂಕು ಆರೋಗ್ಯಾಧಿಕಾರಿ, ತಹಸೀಲ್ದಾರ್ ಸೇರಿದಂತೆ ಹಿರಿಯ ಅಧಿಕಾರಿಗಳು ಭೇಟಿ ನೀಡಿ ಪರಿಸ್ಥಿತಿ ಪರಿಶೀಲಿಸಿದರು. ಕುಡಿಯುವ ನೀರಿನ ಮಾದರಿಯನ್ನು ಪ್ರಯೋಗಾಲಯಕ್ಕೆ ಕಳುಹಿಸಲಾಗಿದ್ದು, ಟ್ಯಾಂಕರ್ ಮೂಲಕ ಶುದ್ಧ ನೀರು ಪೂರೈಸಲಾಗುತ್ತಿದೆ. ಗ್ರಾಮಸ್ಥರು ನೀರನ್ನು ಕುದಿಸಿ ಆರಿಸಿ ಕುಡಿಯುವಂತೆ ಸೂಚಿಸಲಾಗಿದೆ. (635, 1631, 854, 1753)
cinema-cell: (2541451) (1169, 503, 1226, 517)
cinema-cell: ಶ್ರೀ ಭರತ ಬಾಹುಬಲಿ (ಕ) (1262, 389, 1349, 403)
cinema-cell: ರಾಘವೇಂದ್ರ (1101, 470, 1141, 484)
story2-headline: ಸರ್ಕಾರಿ ಸೌಲಭ್ಯ ಬಳಸಿಕೊಂಡು ಆರ್ಥಿಕಾಭಿವೃದ್ಧಿ ಹೊಂದಿ (181, 648, 674, 680)
story5-photo (733, 1091, 1089, 1285)
story3-photo (181, 1089, 535, 1272)
cinema-cell: ಲಕ್ಷ್ಮಿ (1101, 389, 1118, 403)
cinema-cell: (2520494) (1169, 486, 1226, 500)
drc-title: ಡಿಆರ್‌ಸಿ ಸಿನಿಮಾಸ್ (1222, 700, 1454, 733)
cinema-title-rule (1096, 313, 1459, 315)
cinema-header-cell: ಚಿತ್ರದ ಹೆಸರು (1262, 340, 1309, 353)
cinema-cell: ದರ್ಬಾರ್ (ಹಿಂ) (1262, 356, 1318, 370)
lead-col-3: ಗ್ರಾಮದ ಮುಖ್ಯರಸ್ತೆಯಿಂದ ದೇವಾಲಯದವರೆಗೆ 1 ಕಿ.ಮೀ. ರಸ್ತೆ ಡಾಂಬರೀಕರಣಕ್ಕೆ ತುರ್ತು ಕ್ರಮ ಕೈಗೊಳ್ಳಲು ಲೋಕೋಪಯೋಗಿ ಅಧಿಕಾರಿಗಳಿಗೆ ಶಾಸಕರು ಸೂಚಿಸಿದರು. (630, 587, 844, 637)
cinema-cell: ಅಲಾ ವೈಕುಂಠಪುರಮುಲು (ತೆ) (1262, 438, 1367, 452)
inox-screen-label: ಸ್ಕ್ರೀನ್ 3 (1100, 1051, 1131, 1064)
story9-headline-2: ನೌಕರರಂತೆ ಪರಿಗಣಿಸುವಂತೆ ಮಾಜಿ (794, 1841, 1020, 1865)
cinema-cell: ಸಂಗಂ (1101, 486, 1122, 500)
cinema-row (1098, 389, 1457, 406)
cinema-cell: ಸರಿಲೇರು ನೀಕೆವ್ವರು (ತೆ) (1262, 551, 1346, 565)
drc-screen-label: ಸ್ಕ್ರೀನ್ 2 (1100, 792, 1131, 805)
story9-col-1: ತಿ.ನರಸೀಪುರ, ಜ.22(ಎಸ್.ಕೆ)– ರಾಜ್ಯ ರಸ್ತೆ ಸಾರಿಗೆ ನಿಗಮದ ನಾಲ್ಕು ನಿಗಮಗಳಲ್ಲಿ ಕಾರ್ಯನಿರ್ವಹಿಸುತ್ತಿರುವ ನೌಕರರನ್ನು ಸರ್ಕಾರಿ ನೌಕರರೆಂದು ಪರಿಗಣಿಸುವಂತೆ ರಾಜ್ಯ ಸರ್ಕಾರಕ್ಕೆ ಶಿಫಾರಸು ಮಾಡುವಂತೆ ಮಾಜಿ ಮುಖ್ಯಮಂತ್ರಿ ಹಾಗೂ ವಿಧಾನಸಭೆ ವಿರೋಧ ಪಕ್ಷದ ನಾಯಕ ಸಿದ್ದರಾಮಯ್ಯ ಅವರಿಗೆ ನಿಗಮದ ನೌಕರರು ಮನವಿ ಸಲ್ಲಿಸಿದರು. (846, 1913, 1078, 2016)
drc-screens (1100, 755, 1455, 911)
registration-mark (1404, 2235, 1415, 2246)
cinema-cell: 4 ಪ್ರದರ್ಶನ (1385, 568, 1428, 581)
story5-caption: ಆರೋಗ್ಯ ಅಧಿಕಾರಿ ಚೇತನ್ ಕುಮಾರ್, ಧೀರಜ್, ಅನಿಲ್, ಸಿದ್ದೇಶ್, ಆನಂದ್, ಸಂಘದ ಕಾರ್ಯದರ್ಶಿ ಮೋಹನ್, ನಂದನ್, ಸಂತೋಷ್, ಭರತ್, ಪೊಲೀಸ್ ಪೇದೆ ಮಂಜುನಾಥ್, ಗುರುಸ್ವಾಮಿ, ಸ್ವಾಮಿ ರಾಜು, ವೈದ್ಯ ಯೋಗೇಶ್ ಹಾಜರಿದ್ದರು. (739, 1288, 1081, 1332)
registration-mark (799, 2235, 810, 2246)
cinema-cell: 4 ಪ್ರದರ್ಶನ (1385, 518, 1428, 532)
inox-screen-row (1100, 1049, 1455, 1098)
cinema-cell: 4 ಪ್ರದರ್ಶನ (1385, 438, 1428, 452)
drc-screen-label: ಸ್ಕ್ರೀನ್ 3 (1100, 827, 1131, 840)
story7-photo (635, 1416, 1089, 1624)
cinema-legend: ಭಾಷೆಗಳು : ಕ-ಕನ್ನಡ, ಹಿಂ-ಹಿಂದಿ, ಇಂ-ಇಂಗ್ಲಿಷ್, ತ-ತಮಿಳು, ತೆ-ತೆಲುಗು, ಮ-ಮಲಯಾಳಂ (1100, 667, 1457, 688)
inox-screen-row (1100, 1015, 1455, 1050)
cinema-row (1098, 502, 1457, 518)
registration-mark (1387, 2235, 1398, 2246)
registration-mark (215, 2235, 226, 2246)
story2-caption: ನಂಜನಗೂಡಿನ ನೆಹರು ವೃತ್ತದ ಬಳಿ ನಂಜುಂಡೇಶ್ವರ ರಸ್ತೆ ಬದಿ ವ್ಯಾಪಾರಿಗಳ ಸಂಘದ ವ್ಯಾಪಾರ ನೋಂದಣಿ, ಗುರುತಿನ ಚೀಟಿ ವಿತರಣಾ ಸಮಾರಂಭದಲ್ಲಿ ರಸ್ತೆ ಬದಿ ವ್ಯಾಪಾರಿಗಳನ್ನು ಸನ್ಮಾನಿಸಲಾಯಿತು. (189, 912, 543, 941)
registration-mark (198, 2235, 209, 2246)
drc-screen-row (1100, 755, 1455, 791)
cinema-cell: ದರ್ಬಾರ್ (ಕ) (1262, 406, 1311, 419)
story8-headline: ಶ್ರೀ ಶಂಭುಲಿಂಗೇಶ್ವರಸ್ವಾಮಿ ದೇವಸ್ಥಾನಕ್ಕೆ ಶಂಕುಸ್ಥಾಪನೆ (181, 1803, 619, 1833)
cinema-cell: ಶ್ರೀ ಭರತ ಬಾಹುಬಲಿ (ಕ) (1262, 616, 1349, 630)
drc-screen-text: ಶ್ರೀ ಭರತ ಬಾಹುಬಲಿ (ಕ): ಬೆ. 10; ಎಂತ ಮಂಚಿವಾಡವುರಾ (ತೆ): ಮ. 1.15; ದಿಗ್ ಬ್ರದರ್ (ತ): ರಾ. 10 (1100, 827, 1430, 856)
story9-headline-3: ಸಿಎಂ ಸಿದ್ದರಾಮಯ್ಯಗೆ ಮನವಿ (812, 1875, 1003, 1898)
cinema-cell: 4 ಪ್ರದರ್ಶನ (1385, 616, 1428, 630)
story3-caption: ಕರ್ನಾಟಕ ರಾಜ್ಯ ವಾಲ್ಮೀಕಿ ನಾಯಕ ಸಂಘಗಳ ಒಕ್ಕೂಟದ ತಿ. ನರಸೀಪುರ ಶಾಖೆಯ ನೂತನ ವರ್ಷದ ಕ್ಯಾಲೆಂಡರ್ ಬಿಡುಗಡೆ ಮಾಡಲಾಯಿತು. ಈ ವೇಳೆ ರಾಮಸ್ವಾಮಿ, ರಂಗನಾಯಕ, ಕೃಷ್ಣಮೂರ್ತಿ, ಮಹೇಶ್, ಲೈವನಾಯಕ, ರಾಚಪ್ಪಾಜಿ, ಜೀಲಾನ್ ಮತ್ತಿತರರು ಹಾಜರಿದ್ದರು. (181, 1273, 533, 1317)
cinema-header-cell: ದೂರವಾಣಿ (1169, 340, 1207, 353)
cinema-cell: ಬಾಲಾಜಿ ಡಿಲಕ್ಸ್ (1101, 356, 1156, 370)
cinema-cell: 4 ಪ್ರದರ್ಶನ (1385, 583, 1428, 597)
story3-headline: ನೂತನ ವರ್ಷದ ಕ್ಯಾಲೆಂಡರ್ ಬಿಡುಗಡೆ (216, 1054, 499, 1081)
cinema-cell: (2520490) (1169, 535, 1226, 549)
cinema-cell: ತಿಬ್ಬಾದೇವಿ (1101, 583, 1136, 597)
cinema-cell: (2443568) (1169, 373, 1226, 387)
cinema-table (1098, 339, 1457, 648)
cinema-row (1098, 405, 1457, 421)
cinema-row (1098, 469, 1457, 486)
registration-mark (832, 2235, 843, 2246)
sports-banner-text: ಕ್ರೀಡೆ ಮತ್ತು ಮನರಂಜನೆ (1148, 211, 1330, 238)
registration-mark (782, 2235, 793, 2246)
story8-photo (363, 1842, 720, 2039)
cinema-cell: (2481170) (1169, 551, 1226, 565)
ranji-headline-1: ರಣಜಿ ಕ್ರಿಕೆಟ್: ಸರ್ಫರಾಜ್ (1151, 1366, 1405, 1401)
